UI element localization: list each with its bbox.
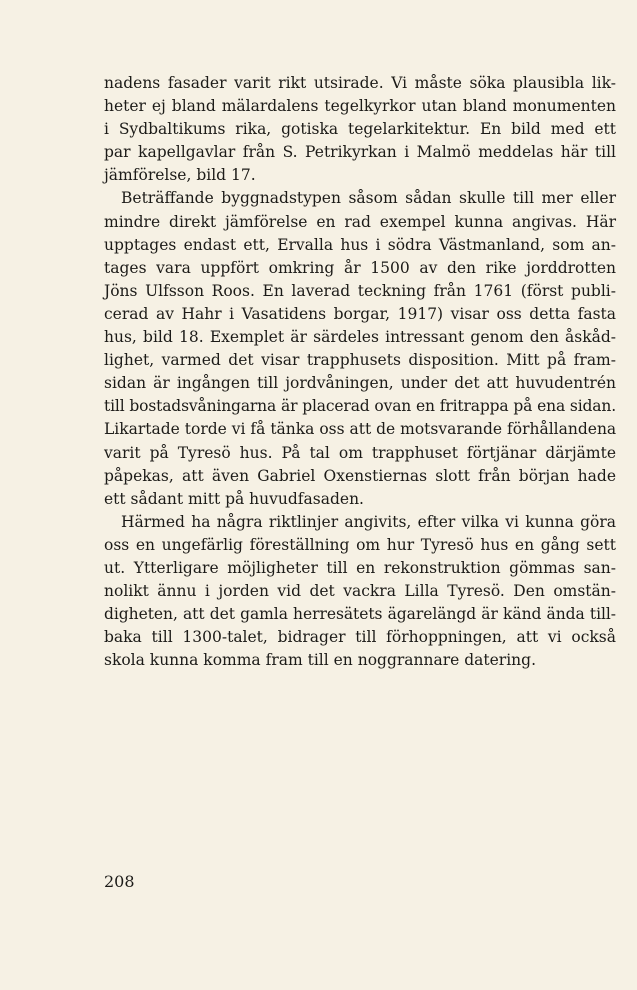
text-line: upptages endast ett, Ervalla hus i södra Västmanland, som an-	[104, 235, 616, 254]
text-line: skola kunna komma fram till en noggrannare datering.	[104, 651, 537, 670]
text-line: Beträffande byggnadstypen såsom sådan skulle till mer eller	[121, 189, 616, 208]
text-line: sidan är ingången till jordvåningen, under det att huvudentrén	[104, 374, 616, 393]
text-line: hus, bild 18. Exemplet är särdeles intressant genom den åskåd-	[104, 328, 616, 347]
text-line: ett sådant mitt på huvudfasaden.	[104, 489, 364, 508]
paragraph-2	[104, 187, 616, 510]
text-line: Härmed ha några riktlinjer angivits, efter vilka vi kunna göra	[121, 512, 616, 531]
text-line: påpekas, att även Gabriel Oxenstiernas slott från början hade	[104, 466, 616, 485]
paragraph-3	[104, 511, 616, 673]
text-line: lighet, varmed det visar trapphusets disposition. Mitt på fram-	[104, 351, 616, 370]
text-line: cerad av Hahr i Vasatidens borgar, 1917) visar oss detta fasta	[104, 304, 616, 323]
text-line: digheten, att det gamla herresätets ägarelängd är känd ända till-	[104, 605, 616, 624]
text-line: varit på Tyresö hus. På tal om trapphuset förtjänar därjämte	[104, 443, 616, 462]
text-line: till bostadsvåningarna är placerad ovan en fritrappa på ena sidan.	[104, 397, 616, 416]
text-line: heter ej bland mälardalens tegelkyrkor utan bland monumenten	[104, 97, 616, 116]
text-line: tages vara uppfört omkring år 1500 av den rike jorddrotten	[104, 258, 616, 277]
body-text	[104, 72, 616, 672]
text-line: Jöns Ulfsson Roos. En laverad teckning från 1761 (först publi-	[104, 281, 616, 300]
text-line: Likartade torde vi få tänka oss att de motsvarande förhållandena	[104, 420, 617, 439]
text-line: i Sydbaltikums rika, gotiska tegelarkitektur. En bild med ett	[104, 120, 616, 139]
text-line: oss en ungefärlig föreställning om hur Tyresö hus en gång sett	[104, 535, 616, 554]
text-line: nolikt ännu i jorden vid det vackra Lilla Tyresö. Den omstän-	[104, 582, 616, 601]
paragraph-1	[104, 72, 616, 187]
text-line: ut. Ytterligare möjligheter till en rekonstruktion gömmas san-	[104, 558, 616, 577]
page-number: 208	[104, 872, 135, 891]
text-line: jämförelse, bild 17.	[104, 166, 256, 185]
text-line: mindre direkt jämförelse en rad exempel kunna angivas. Här	[104, 212, 616, 231]
text-line: par kapellgavlar från S. Petrikyrkan i Malmö meddelas här till	[104, 143, 616, 162]
text-line: nadens fasader varit rikt utsirade. Vi måste söka plausibla lik-	[104, 74, 616, 92]
text-line: baka till 1300-talet, bidrager till förhoppningen, att vi också	[104, 628, 616, 647]
